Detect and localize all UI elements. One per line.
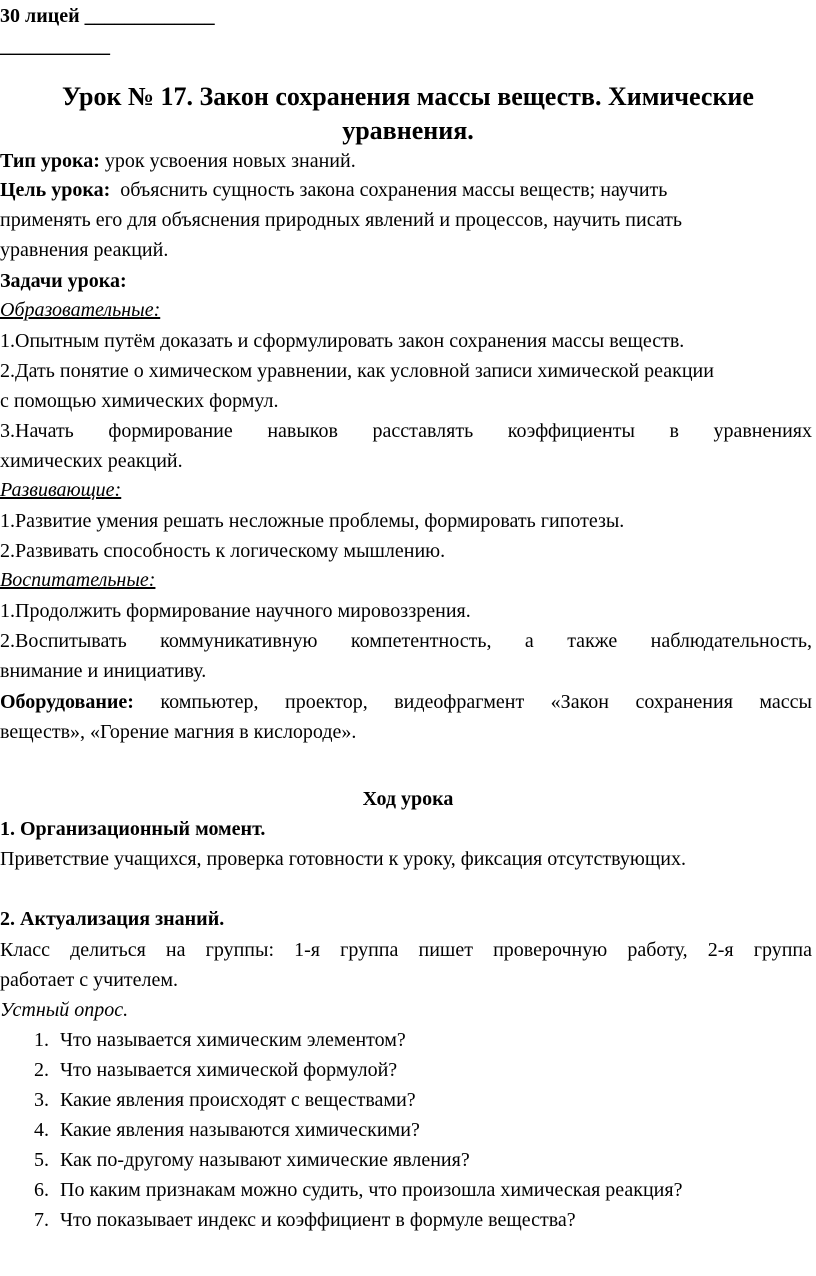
page-title-line1: Урок № 17. Закон сохранения массы веществ. Химические (62, 82, 754, 111)
class-label: 30 лицей (0, 5, 80, 27)
list-item-text: Что называется химической формулой? (60, 1059, 398, 1081)
lesson-course-heading: Ход урока (362, 788, 454, 810)
list-item-number: 5. (34, 1149, 49, 1171)
lesson-type-label: Тип урока: (0, 150, 100, 172)
lesson-goal-line2: применять его для объяснения природных явлений и процессов, научить писать (0, 209, 683, 231)
nurturing-heading: Воспитательные: (0, 569, 156, 591)
header-date-line (0, 32, 816, 61)
oral-quiz-heading: Устный опрос. (0, 999, 129, 1021)
page-title-line2: уравнения. (342, 116, 474, 145)
equipment-line2: веществ», «Горение магния в кислороде». (0, 721, 357, 743)
educational-item-3-line1: 3.Начать формирование навыков расставлять коэффициенты в уравнениях (0, 420, 812, 442)
equipment-label: Оборудование: (0, 691, 134, 713)
list-item-text: Что называется химическим элементом? (60, 1029, 406, 1051)
list-item-text: Какие явления называются химическими? (60, 1119, 420, 1141)
section-1-text: Приветствие учащихся, проверка готовности к уроку, фиксация отсутствующих. (0, 848, 686, 870)
list-item-number: 2. (34, 1059, 49, 1081)
list-item-number: 4. (34, 1119, 49, 1141)
nurturing-item-2-line2: внимание и инициативу. (0, 660, 207, 682)
list-item-number: 6. (34, 1179, 49, 1201)
tasks-heading: Задачи урока: (0, 270, 127, 292)
developing-item-2: 2.Развивать способность к логическому мышлению. (0, 540, 446, 562)
lesson-type (0, 147, 816, 176)
section-2-heading: 2. Актуализация знаний. (0, 908, 225, 930)
educational-item-2-line1: 2.Дать понятие о химическом уравнении, как условной записи химической реакции (0, 360, 714, 382)
list-item-number: 1. (34, 1029, 49, 1051)
list-item-text: Как по-другому называют химические явления? (60, 1149, 470, 1171)
lesson-goal-line1 (0, 176, 816, 205)
nurturing-item-2-line1: 2.Воспитывать коммуникативную компетентность, а также наблюдательность, (0, 630, 812, 652)
list-item-number: 7. (34, 1209, 49, 1231)
equipment-text1: компьютер, проектор, видеофрагмент «Закон сохранения массы (133, 691, 812, 713)
date-blank: ___________ (0, 35, 110, 57)
educational-heading: Образовательные: (0, 299, 161, 321)
header-class-line (0, 2, 816, 31)
list-item-text: Что показывает индекс и коэффициент в формуле вещества? (60, 1209, 576, 1231)
lesson-type-value: урок усвоения новых знаний. (99, 150, 356, 172)
lesson-goal-text1: объяснить сущность закона сохранения массы веществ; научить (110, 179, 668, 201)
list-item-text: По каким признакам можно судить, что произошла химическая реакция? (60, 1179, 683, 1201)
equipment-line1 (0, 688, 812, 717)
developing-item-1: 1.Развитие умения решать несложные проблемы, формировать гипотезы. (0, 510, 625, 532)
section-2-text-line1: Класс делиться на группы: 1-я группа пишет проверочную работу, 2-я группа (0, 939, 812, 961)
list-item-text: Какие явления происходят с веществами? (60, 1089, 416, 1111)
educational-item-3-line2: химических реакций. (0, 450, 183, 472)
section-1-heading: 1. Организационный момент. (0, 818, 266, 840)
educational-item-2-line2: с помощью химических формул. (0, 390, 279, 412)
list-item-number: 3. (34, 1089, 49, 1111)
developing-heading: Развивающие: (0, 479, 122, 501)
educational-item-1: 1.Опытным путём доказать и сформулировать закон сохранения массы веществ. (0, 330, 685, 352)
section-2-text-line2: работает с учителем. (0, 969, 179, 991)
lesson-goal-line3: уравнения реакций. (0, 239, 169, 261)
nurturing-item-1: 1.Продолжить формирование научного мировоззрения. (0, 600, 471, 622)
class-blank: _____________ (84, 5, 215, 27)
lesson-goal-label: Цель урока: (0, 179, 111, 201)
